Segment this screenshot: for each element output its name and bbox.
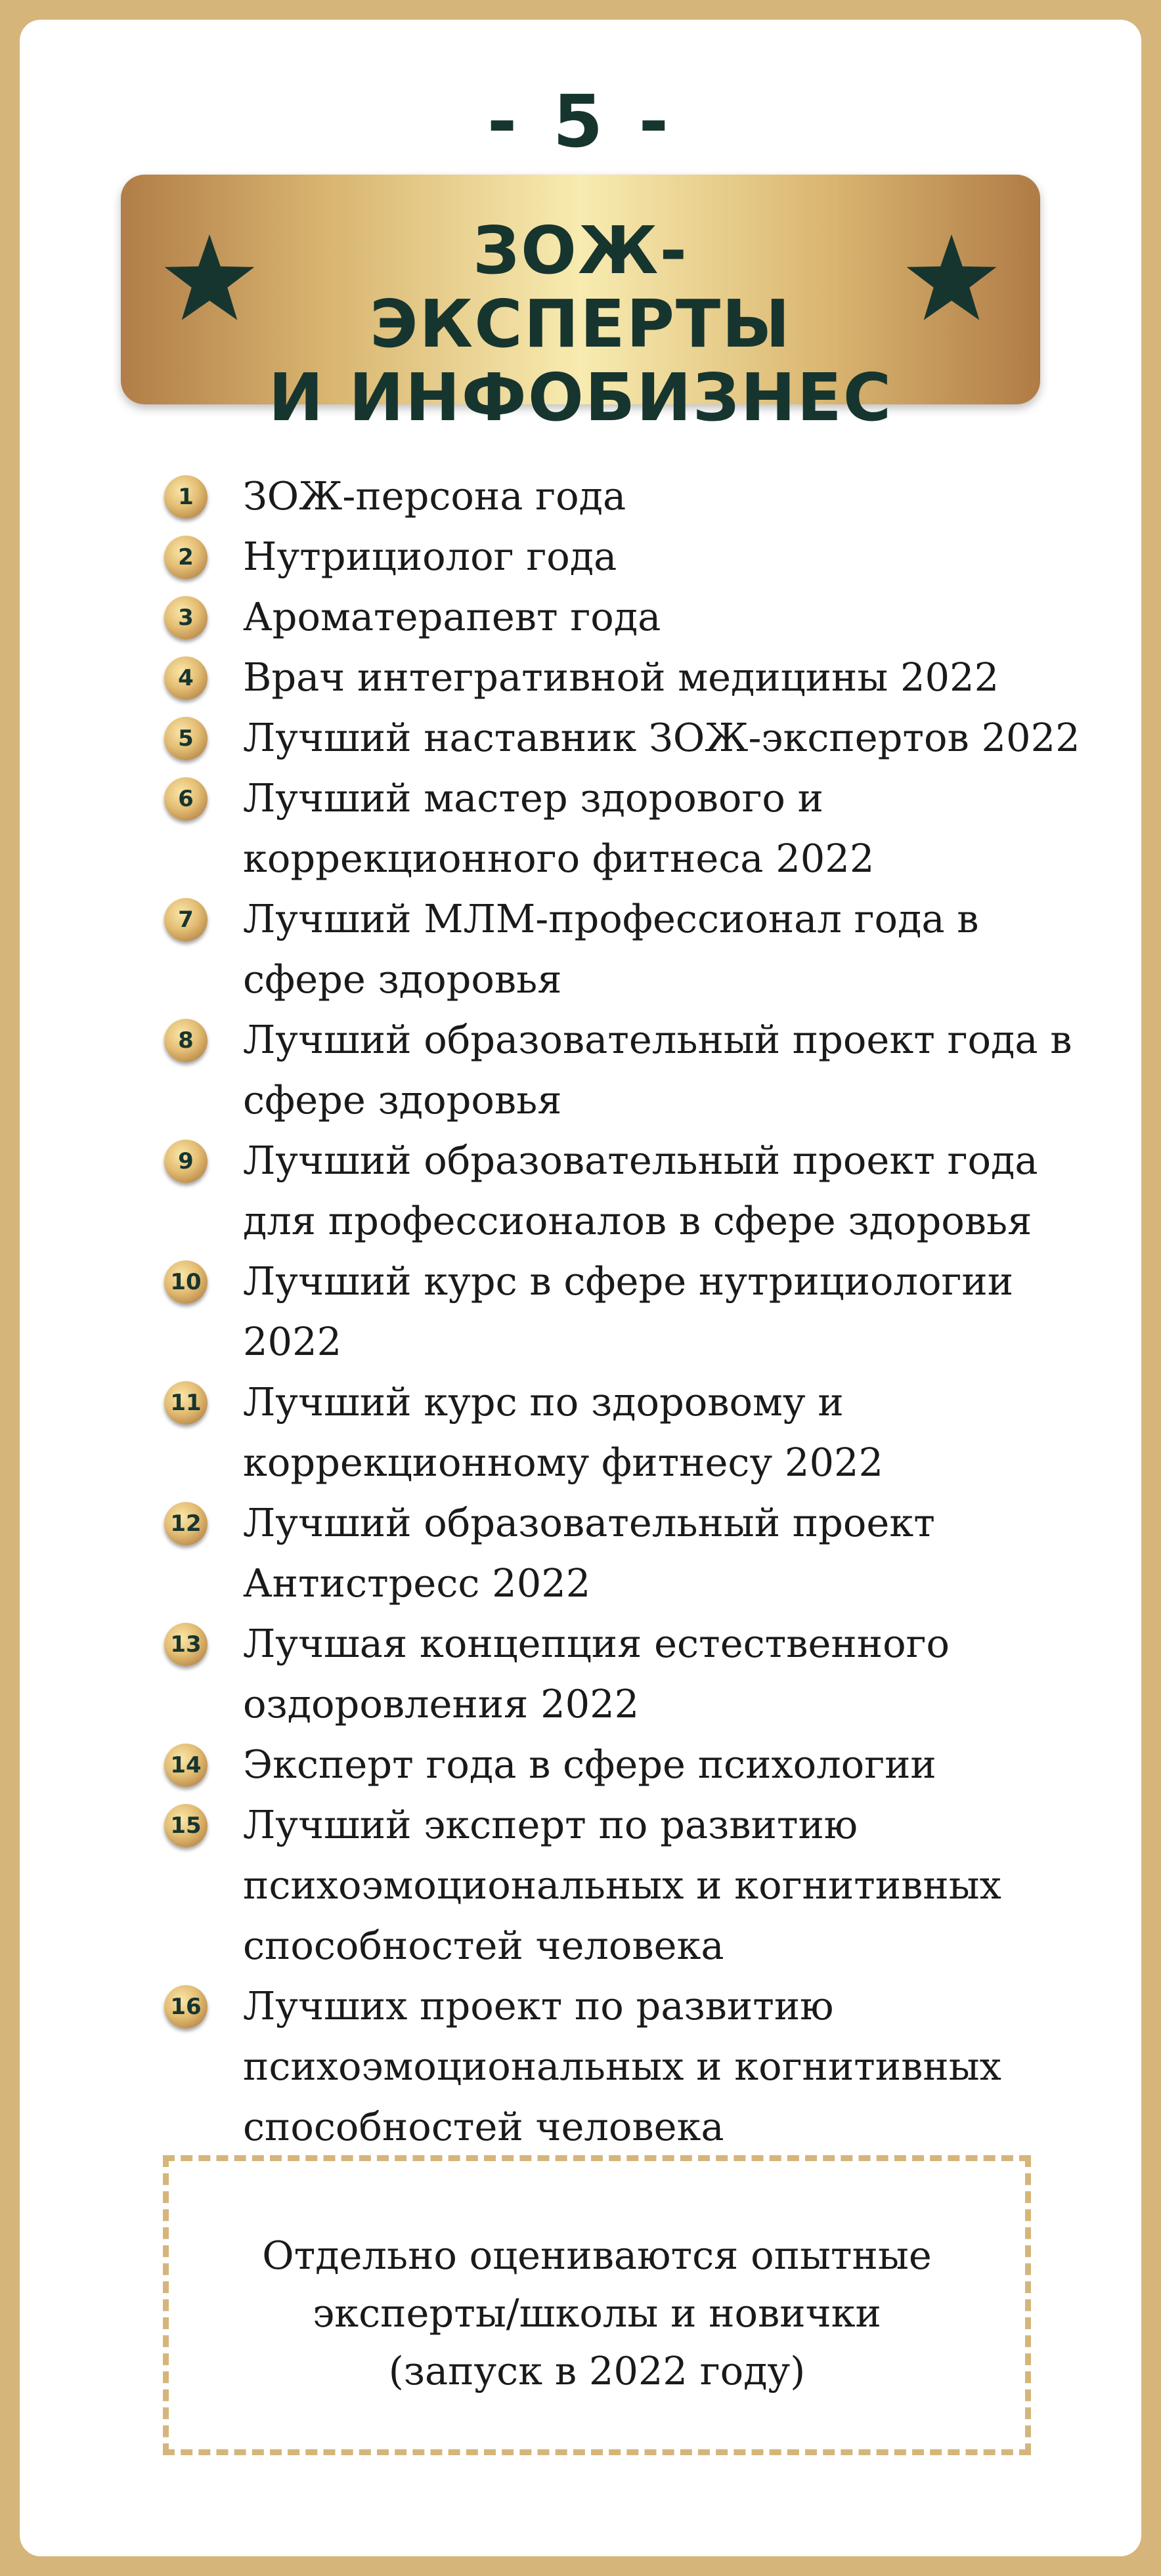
note-box — [163, 2155, 1031, 2455]
list-item — [164, 889, 1097, 1010]
nomination-text: Эксперт года в сфере психологии — [243, 1742, 936, 1787]
number-badge: 3 — [164, 596, 208, 639]
number-badge: 7 — [164, 898, 208, 941]
list-item — [164, 1976, 1097, 2157]
nomination-text: Лучший мастер здорового и коррекционного фитнеса 2022 — [243, 775, 875, 881]
list-item — [164, 1734, 1097, 1795]
nomination-text: Лучший курс по здоровому и коррекционному фитнесу 2022 — [243, 1379, 884, 1485]
star-icon — [160, 230, 259, 329]
note-text — [169, 2227, 1025, 2400]
note-line-1: Отдельно оцениваются опытные — [262, 2233, 932, 2278]
number-badge: 4 — [164, 656, 208, 700]
list-item — [164, 647, 1097, 708]
list-item — [164, 1795, 1097, 1976]
list-item — [164, 1130, 1097, 1251]
nomination-text: Нутрициолог года — [243, 534, 617, 579]
number-badge: 12 — [164, 1502, 208, 1545]
number-badge: 8 — [164, 1019, 208, 1062]
number-badge: 15 — [164, 1804, 208, 1847]
note-line-3: (запуск в 2022 году) — [388, 2348, 806, 2394]
page-number: - 5 - — [487, 79, 674, 163]
note-line-2: эксперты/школы и новички — [313, 2290, 881, 2336]
list-item — [164, 1614, 1097, 1734]
number-badge: 11 — [164, 1381, 208, 1425]
list-item — [164, 1493, 1097, 1614]
nomination-text: Лучший курс в сфере нутрициологии 2022 — [243, 1258, 1014, 1364]
number-badge: 9 — [164, 1140, 208, 1183]
nominations-list — [164, 466, 1097, 2157]
number-badge: 5 — [164, 717, 208, 760]
nomination-text: Ароматерапевт года — [243, 594, 661, 639]
list-item — [164, 1010, 1097, 1130]
number-badge: 10 — [164, 1260, 208, 1304]
list-item — [164, 526, 1097, 587]
list-item — [164, 1372, 1097, 1493]
star-icon — [902, 230, 1001, 329]
nomination-text: Врач интегративной медицины 2022 — [243, 655, 999, 700]
number-badge: 14 — [164, 1744, 208, 1787]
nomination-text: Лучший образовательный проект года для профессионалов в сфере здоровья — [243, 1138, 1038, 1243]
number-badge: 6 — [164, 777, 208, 821]
number-badge: 16 — [164, 1985, 208, 2029]
nomination-text: Лучший образовательный проект года в сфере здоровья — [243, 1017, 1072, 1123]
nomination-text: ЗОЖ-персона года — [243, 473, 626, 519]
list-item — [164, 466, 1097, 526]
nomination-text: Лучшая концепция естественного оздоровления 2022 — [243, 1621, 950, 1727]
page-card — [20, 20, 1141, 2556]
number-badge: 2 — [164, 536, 208, 579]
list-item — [164, 1251, 1097, 1372]
nomination-text: Лучший МЛМ-профессионал года в сфере здоровья — [243, 896, 979, 1002]
list-item — [164, 587, 1097, 647]
list-item — [164, 708, 1097, 768]
section-banner — [121, 175, 1040, 436]
list-item — [164, 768, 1097, 889]
nomination-text: Лучший наставник ЗОЖ-экспертов 2022 — [243, 715, 1080, 760]
nomination-text: Лучших проект по развитию психоэмоциональных и когнитивных способностей человека — [243, 1983, 1001, 2149]
section-title-line-2: И ИНФОБИЗНЕС — [268, 359, 893, 436]
section-title — [265, 214, 896, 435]
nomination-text: Лучший образовательный проект Антистресс 2022 — [243, 1500, 935, 1606]
number-badge: 1 — [164, 475, 208, 519]
nomination-text: Лучший эксперт по развитию психоэмоциональных и когнитивных способностей человека — [243, 1802, 1001, 1968]
section-title-line-1: ЗОЖ-ЭКСПЕРТЫ — [370, 212, 791, 362]
number-badge: 13 — [164, 1623, 208, 1666]
